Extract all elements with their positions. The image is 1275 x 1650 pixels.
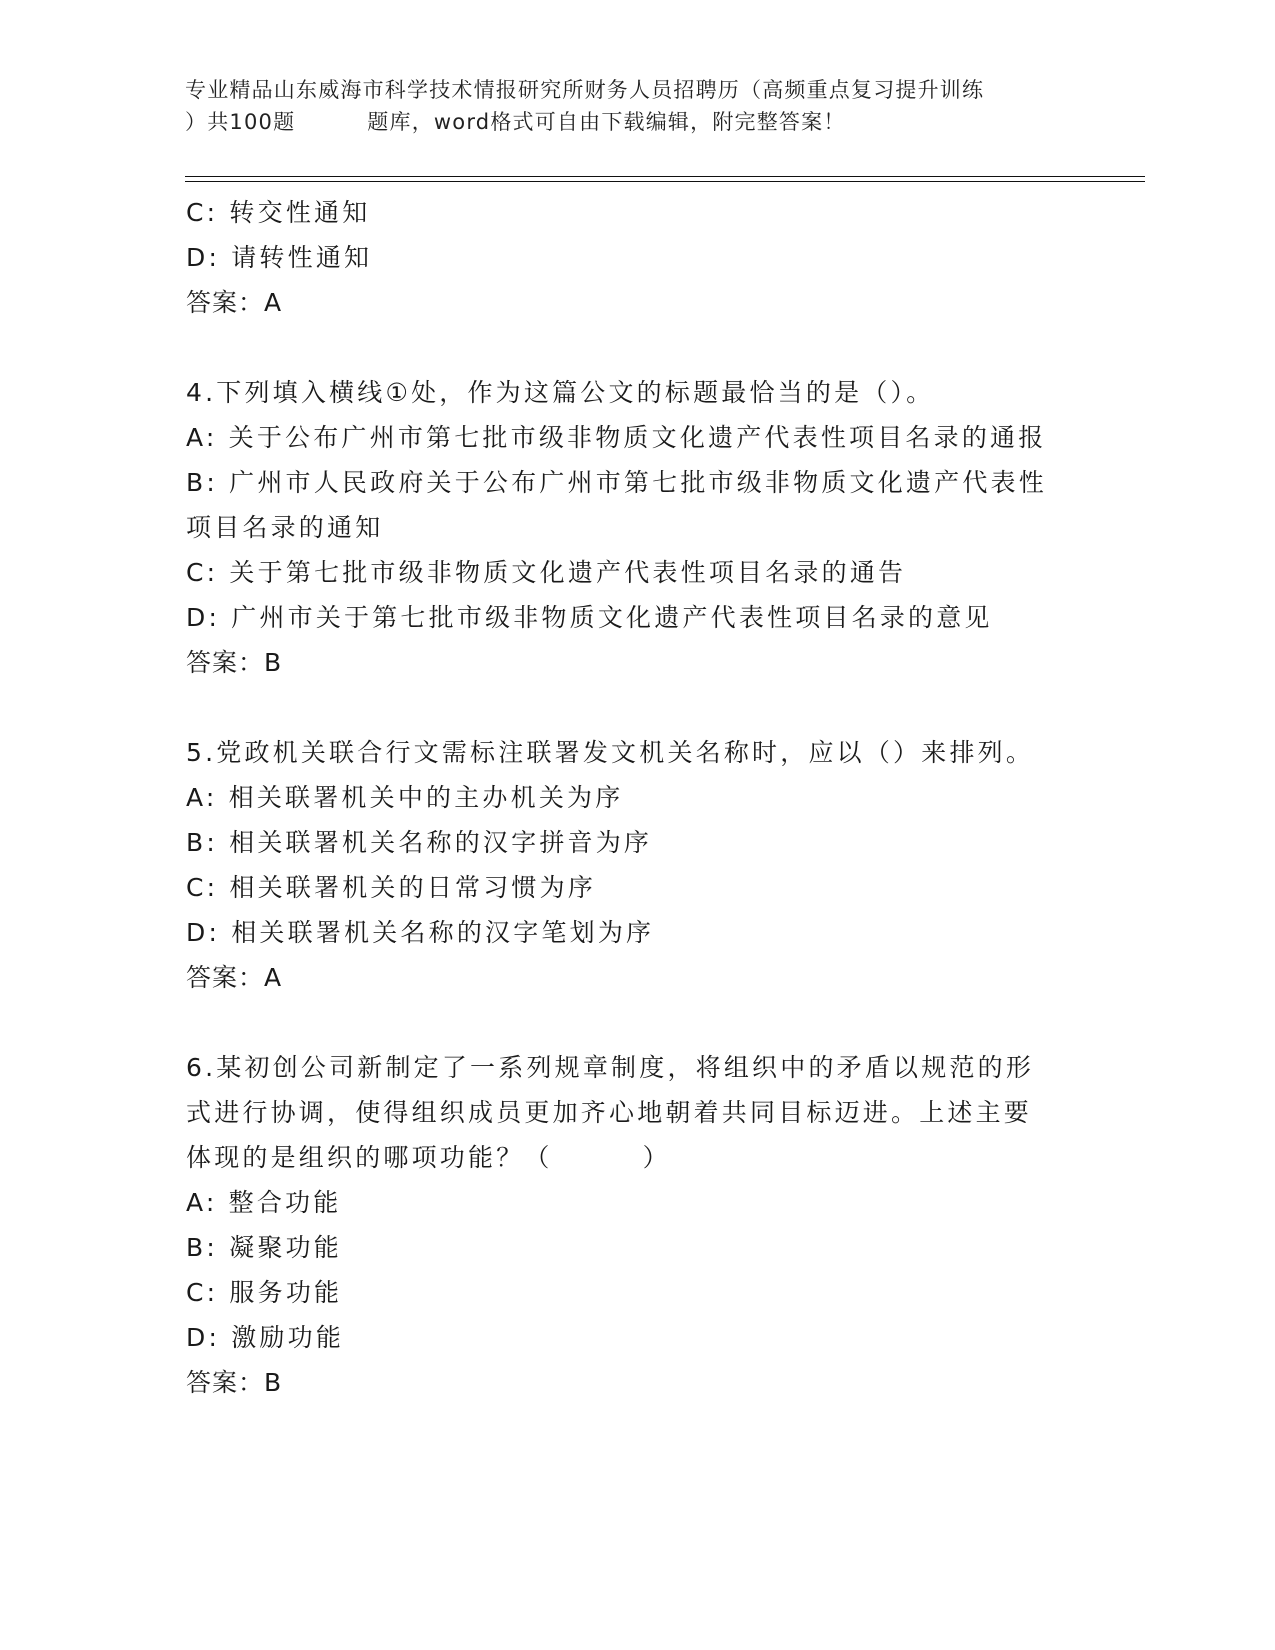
option-c: C: 关于第七批市级非物质文化遗产代表性项目名录的通告 (186, 558, 907, 587)
header-line-2-part-a: ）共100题 (185, 110, 296, 134)
option-d: D: 广州市关于第七批市级非物质文化遗产代表性项目名录的意见 (186, 603, 993, 632)
option-b-line-1: B: 广州市人民政府关于公布广州市第七批市级非物质文化遗产代表性 (186, 468, 1047, 497)
question-6 (186, 1045, 1086, 1405)
option-b: B: 相关联署机关名称的汉字拼音为序 (186, 828, 653, 857)
option-b-line-2: 项目名录的通知 (186, 513, 384, 542)
header-line-2-part-b: 题库，word格式可自由下载编辑，附完整答案！ (367, 110, 846, 134)
header-line-1: 专业精品山东威海市科学技术情报研究所财务人员招聘历（高频重点复习提升训练 (185, 78, 985, 102)
option-d: D: 激励功能 (186, 1323, 345, 1352)
option-a: A: 相关联署机关中的主办机关为序 (186, 783, 624, 812)
header-rule-bottom (185, 181, 1145, 182)
question-stem: 4.下列填入横线①处，作为这篇公文的标题最恰当的是（）。 (186, 378, 935, 407)
option-c: C: 服务功能 (186, 1278, 343, 1307)
question-stem-line-3-text: 体现的是组织的哪项功能？（ (186, 1143, 553, 1172)
question-stem-line-3-close: ） (642, 1143, 671, 1172)
question-stem-line-1: 6.某初创公司新制定了一系列规章制度，将组织中的矛盾以规范的形 (186, 1053, 1035, 1082)
option-b: B: 凝聚功能 (186, 1233, 342, 1262)
document-header (185, 74, 1095, 138)
option-d: D: 相关联署机关名称的汉字笔划为序 (186, 918, 655, 947)
question-3-tail (186, 190, 1086, 325)
option-c: C: 相关联署机关的日常习惯为序 (186, 873, 597, 902)
option-a: A: 整合功能 (186, 1188, 342, 1217)
question-4 (186, 370, 1086, 685)
question-5 (186, 730, 1086, 1000)
answer-line: 答案：B (186, 648, 283, 677)
header-rule-top (185, 176, 1145, 177)
answer-line: 答案：B (186, 1368, 283, 1397)
document-body (186, 190, 1086, 1405)
option-d: D: 请转性通知 (186, 243, 373, 272)
answer-line: 答案：A (186, 963, 283, 992)
question-stem-line-3 (186, 1135, 1086, 1180)
header-line-2 (185, 106, 1095, 138)
question-stem: 5.党政机关联合行文需标注联署发文机关名称时，应以（）来排列。 (186, 738, 1035, 767)
option-c: C: 转交性通知 (186, 198, 371, 227)
option-a: A: 关于公布广州市第七批市级非物质文化遗产代表性项目名录的通报 (186, 423, 1047, 452)
question-stem-line-2: 式进行协调，使得组织成员更加齐心地朝着共同目标迈进。上述主要 (186, 1098, 1033, 1127)
answer-line: 答案：A (186, 288, 283, 317)
